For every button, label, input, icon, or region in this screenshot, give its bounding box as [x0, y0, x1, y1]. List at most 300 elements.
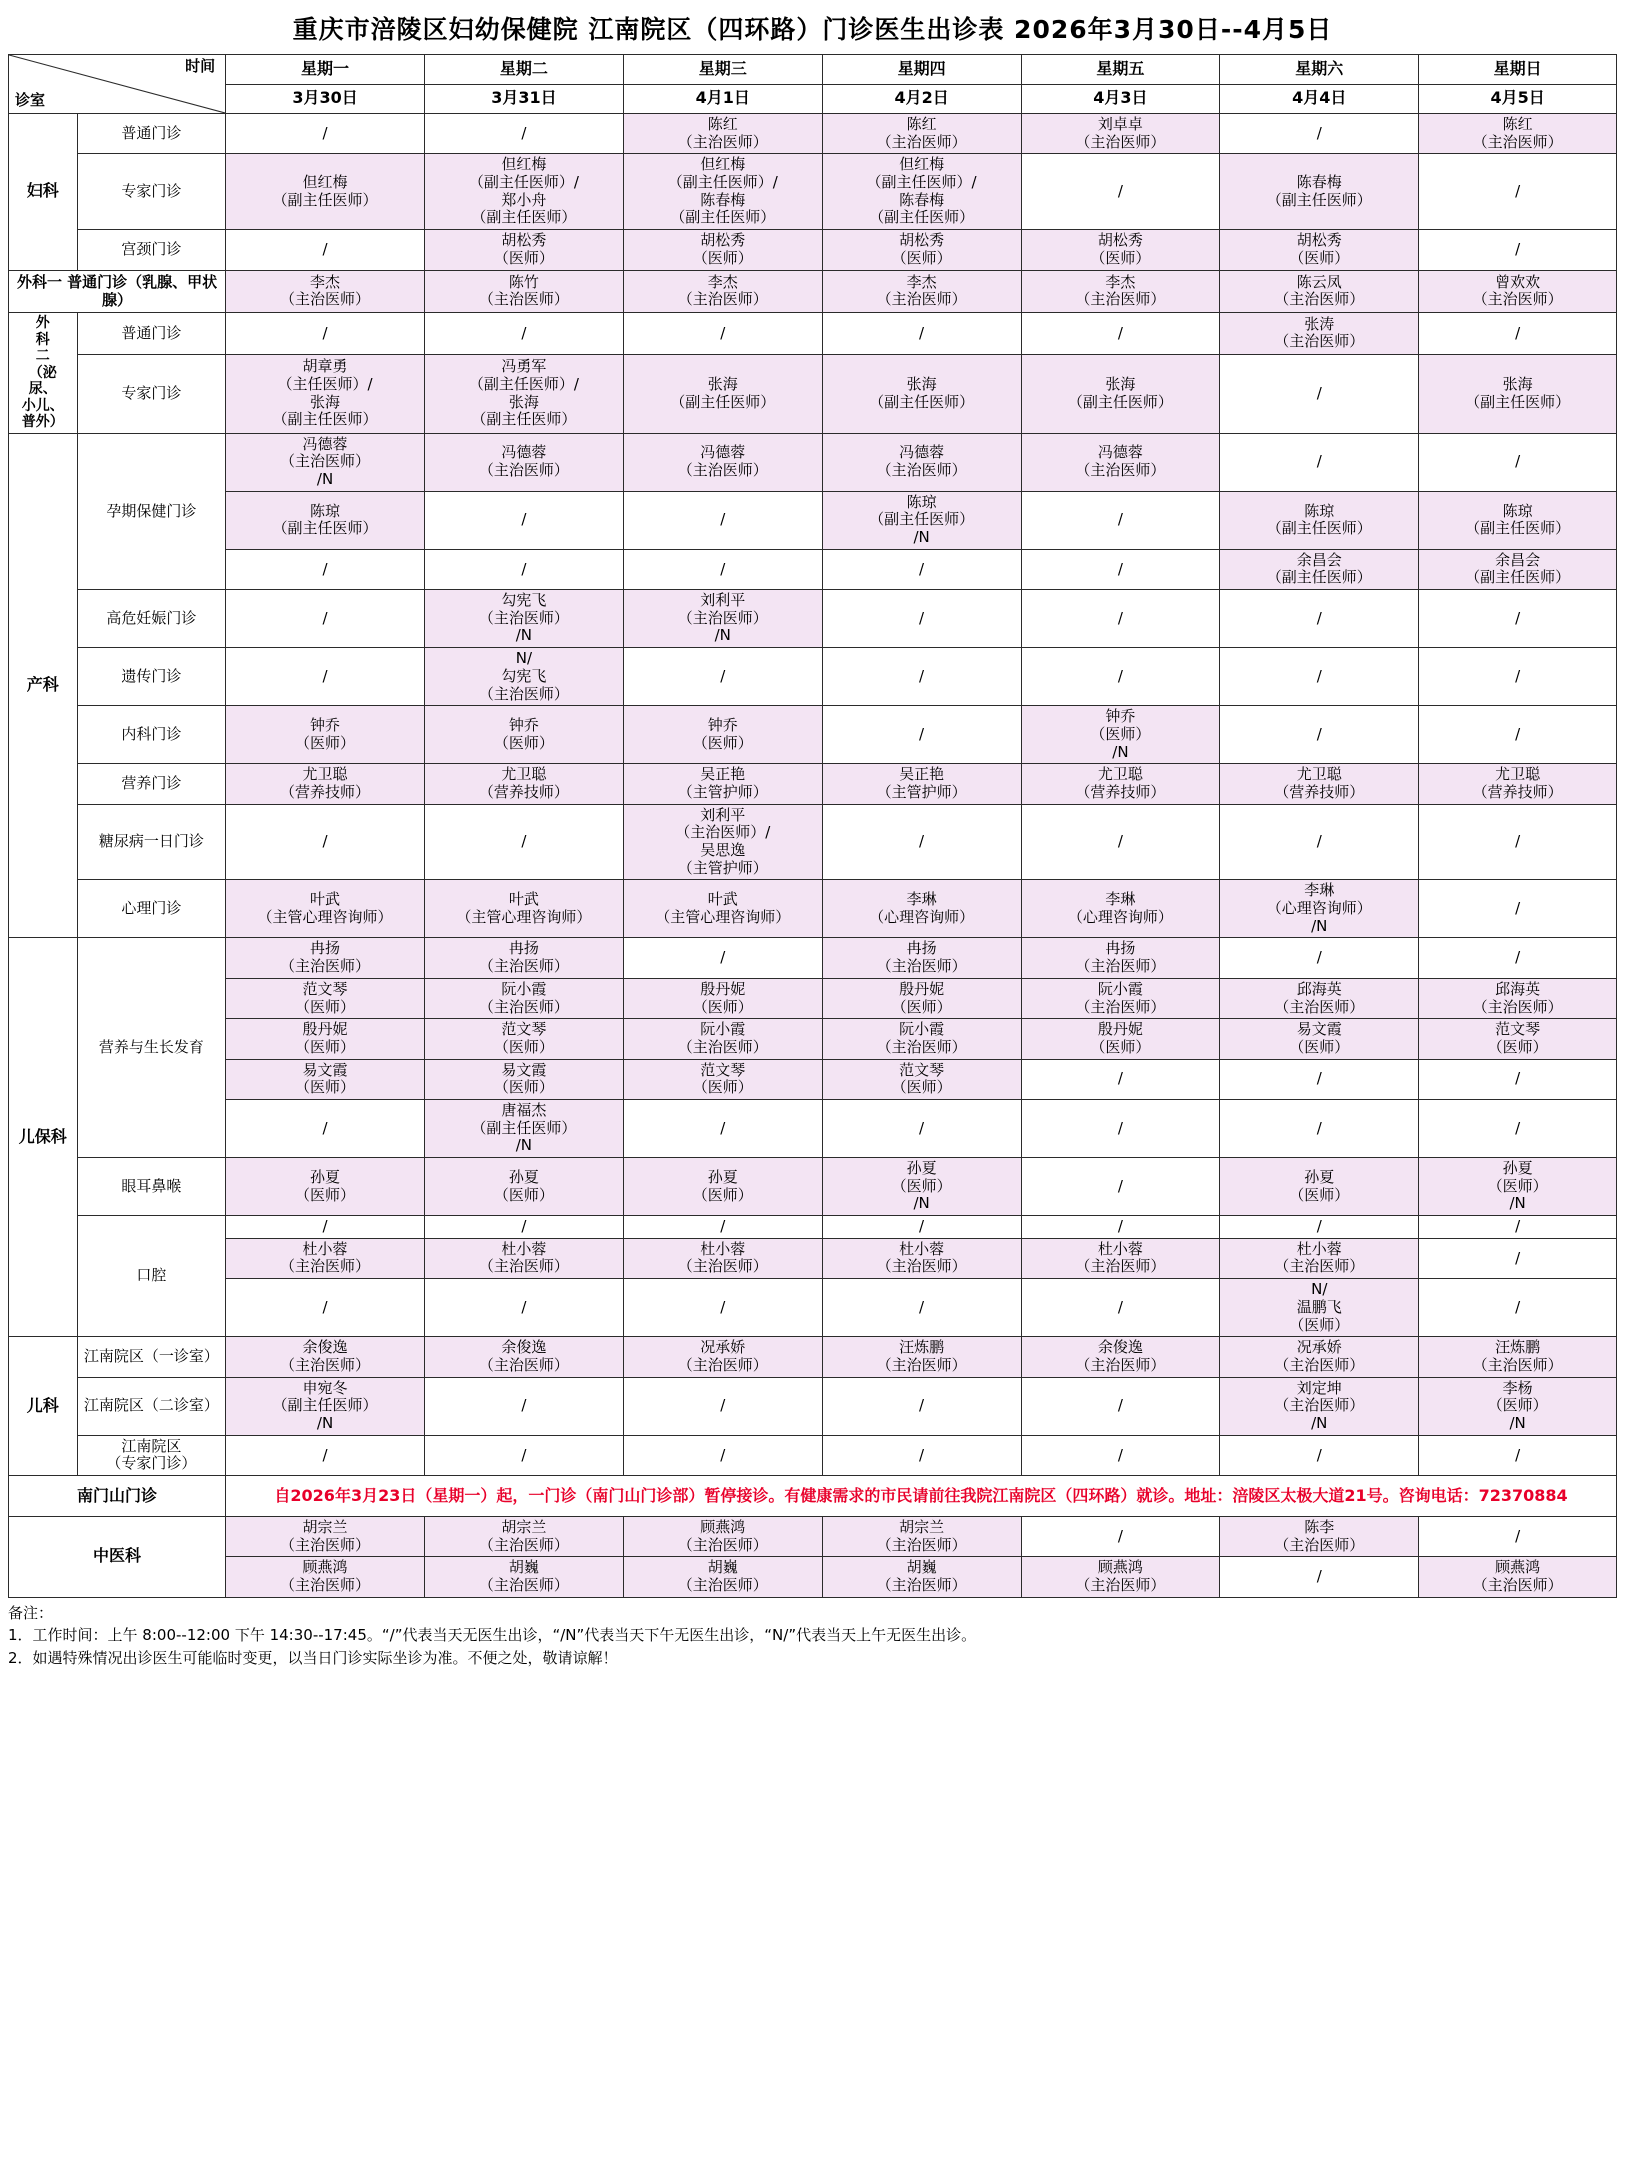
- schedule-cell-line: 张海: [508, 392, 539, 411]
- schedule-cell: [623, 1158, 822, 1216]
- schedule-cell-line: /: [720, 1297, 726, 1316]
- schedule-cell-line: （主治医师）: [876, 1576, 967, 1595]
- schedule-cell-line: /: [1316, 1069, 1322, 1088]
- table-row: [9, 433, 1617, 491]
- schedule-cell-line: （主治医师）: [280, 957, 371, 976]
- schedule-cell-line: 吴正艳: [700, 765, 746, 784]
- schedule-cell-line: （主治医师）: [1075, 997, 1166, 1016]
- schedule-cell: [822, 706, 1021, 764]
- schedule-cell-line: 汪炼鹏: [1495, 1338, 1541, 1357]
- schedule-cell-line: （副主任医师）: [471, 208, 577, 227]
- schedule-cell-line: （副主任医师）: [670, 392, 776, 411]
- schedule-cell: [226, 1099, 425, 1157]
- schedule-cell: [226, 764, 425, 804]
- schedule-cell: [1419, 938, 1617, 978]
- schedule-cell: [822, 491, 1021, 549]
- schedule-cell: [1220, 1279, 1419, 1337]
- schedule-cell: [1419, 1158, 1617, 1216]
- schedule-cell-line: 陈春梅: [899, 190, 945, 209]
- schedule-cell-line: 陈春梅: [1296, 173, 1342, 192]
- schedule-cell-line: 范文琴: [501, 1020, 547, 1039]
- schedule-cell: [226, 114, 425, 154]
- schedule-cell-line: （医师）: [493, 1078, 554, 1097]
- schedule-cell-line: （主管心理咨询师）: [456, 907, 592, 926]
- schedule-cell-line: /: [1316, 832, 1322, 851]
- schedule-cell-line: /: [1515, 1217, 1521, 1236]
- schedule-cell: [1419, 1216, 1617, 1239]
- schedule-cell: [1021, 1435, 1220, 1475]
- schedule-cell: [623, 114, 822, 154]
- schedule-cell-line: 张海: [1105, 375, 1136, 394]
- table-header-row-dates: [9, 84, 1617, 114]
- schedule-cell: [1419, 804, 1617, 880]
- schedule-cell: [424, 270, 623, 313]
- schedule-cell-line: 胡巍: [906, 1558, 937, 1577]
- schedule-cell-line: （医师）: [1289, 1185, 1350, 1204]
- schedule-cell: [822, 764, 1021, 804]
- schedule-cell-line: /: [1316, 452, 1322, 471]
- schedule-cell-line: /: [322, 1118, 328, 1137]
- schedule-cell: [1220, 804, 1419, 880]
- schedule-cell-line: 殷丹妮: [700, 979, 746, 998]
- schedule-cell: [1419, 764, 1617, 804]
- schedule-cell-line: 胡章勇: [302, 357, 348, 376]
- schedule-cell-line: /: [1117, 1069, 1123, 1088]
- schedule-cell: [1220, 491, 1419, 549]
- row-label: 专家门诊: [77, 154, 226, 230]
- schedule-cell-line: 胡松秀: [899, 231, 945, 250]
- schedule-cell-line: /: [1515, 1248, 1521, 1267]
- schedule-cell-line: （副主任医师）/: [468, 173, 579, 192]
- schedule-cell-line: （主治医师）: [280, 1355, 371, 1374]
- schedule-cell: [226, 354, 425, 433]
- schedule-cell: [424, 114, 623, 154]
- schedule-cell: [623, 154, 822, 230]
- schedule-cell-line: /N: [1509, 1194, 1526, 1213]
- schedule-cell-line: （心理咨询师）: [1067, 907, 1173, 926]
- schedule-cell-line: 但红梅: [700, 155, 746, 174]
- day-header: 星期三: [623, 55, 822, 85]
- schedule-cell-line: （副主任医师）: [272, 519, 378, 538]
- schedule-cell-line: 阮小霞: [700, 1020, 746, 1039]
- schedule-cell-line: （营养技师）: [478, 782, 569, 801]
- schedule-cell-line: （主治医师）: [1472, 1576, 1563, 1595]
- schedule-cell: [1419, 590, 1617, 648]
- schedule-cell: [1021, 1158, 1220, 1216]
- schedule-cell: [623, 230, 822, 270]
- schedule-cell: [1220, 549, 1419, 589]
- schedule-cell-line: /: [322, 1297, 328, 1316]
- schedule-cell: [623, 1238, 822, 1278]
- schedule-cell: [623, 433, 822, 491]
- schedule-cell: [1419, 491, 1617, 549]
- schedule-cell-line: （副主任医师）: [869, 510, 975, 529]
- schedule-cell-line: 唐福杰: [501, 1100, 547, 1119]
- schedule-cell-line: 阮小霞: [1097, 979, 1143, 998]
- schedule-cell-line: 范文琴: [700, 1060, 746, 1079]
- schedule-cell-line: 余昌会: [1296, 550, 1342, 569]
- schedule-cell-line: 殷丹妮: [899, 979, 945, 998]
- schedule-cell: [226, 648, 425, 706]
- schedule-cell-line: （营养技师）: [1075, 782, 1166, 801]
- schedule-cell-line: /: [1117, 1118, 1123, 1137]
- schedule-cell-line: 陈琼: [906, 492, 937, 511]
- schedule-cell-line: /N: [913, 528, 930, 547]
- schedule-cell-line: （副主任医师）: [471, 1118, 577, 1137]
- schedule-cell-line: /: [919, 1297, 925, 1316]
- schedule-cell-line: 胡宗兰: [899, 1518, 945, 1537]
- schedule-cell-line: （主治医师）: [677, 608, 768, 627]
- schedule-cell-line: /: [720, 666, 726, 685]
- schedule-cell-line: 冯德蓉: [501, 443, 547, 462]
- table-row: [9, 1099, 1617, 1157]
- schedule-cell: [1021, 648, 1220, 706]
- schedule-cell-line: 范文琴: [899, 1060, 945, 1079]
- notice-row: [9, 1476, 1617, 1517]
- notice-text: [226, 1476, 1617, 1517]
- schedule-cell: [1220, 354, 1419, 433]
- schedule-cell-line: 吴思逸: [700, 841, 746, 860]
- section-label: 南门山门诊: [9, 1476, 226, 1517]
- schedule-cell-line: /: [521, 1396, 527, 1415]
- schedule-cell-line: （主治医师）: [478, 1257, 569, 1276]
- table-row: [9, 114, 1617, 154]
- schedule-cell: [1419, 1019, 1617, 1059]
- schedule-cell-line: （主治医师）: [1075, 1257, 1166, 1276]
- schedule-cell-line: 叶武: [310, 890, 341, 909]
- schedule-cell-line: /: [720, 1217, 726, 1236]
- schedule-cell: [1021, 880, 1220, 938]
- schedule-cell: [1021, 1517, 1220, 1557]
- schedule-cell-line: 杜小蓉: [899, 1239, 945, 1258]
- footer-line-2: 2．如遇特殊情况出诊医生可能临时变更，以当日门诊实际坐诊为准。不便之处，敬请谅解！: [8, 1648, 618, 1667]
- schedule-cell-line: （副主任医师）: [1266, 190, 1372, 209]
- schedule-cell-line: 李杰: [906, 272, 937, 291]
- schedule-cell-line: 勾宪飞: [501, 666, 547, 685]
- schedule-cell-line: （副主任医师）: [272, 190, 378, 209]
- schedule-cell: [1419, 1238, 1617, 1278]
- schedule-cell: [1220, 1377, 1419, 1435]
- table-row: [9, 1557, 1617, 1597]
- schedule-cell: [1021, 154, 1220, 230]
- date-header: 4月5日: [1419, 84, 1617, 114]
- schedule-cell-line: 殷丹妮: [1097, 1020, 1143, 1039]
- notice-line-1: 自2026年3月23日（星期一）起，一门诊（南门山门诊部）暂停接诊。: [274, 1486, 785, 1506]
- schedule-cell: [822, 313, 1021, 355]
- schedule-cell: [424, 313, 623, 355]
- schedule-cell: [822, 1099, 1021, 1157]
- schedule-cell-line: /: [919, 608, 925, 627]
- schedule-cell: [1220, 1337, 1419, 1377]
- table-row: [9, 1216, 1617, 1239]
- date-header: 4月1日: [623, 84, 822, 114]
- schedule-cell: [1220, 313, 1419, 355]
- schedule-cell-line: 孙夏: [1304, 1167, 1335, 1186]
- schedule-cell-line: 余俊逸: [302, 1338, 348, 1357]
- schedule-cell-line: （医师）: [1487, 1037, 1548, 1056]
- schedule-cell: [623, 1557, 822, 1597]
- schedule-cell-line: 李杰: [707, 272, 738, 291]
- table-row: [9, 230, 1617, 270]
- date-header: 3月30日: [226, 84, 425, 114]
- schedule-cell: [1419, 1059, 1617, 1099]
- schedule-cell-line: /N: [714, 626, 731, 645]
- schedule-cell-line: （医师）: [891, 1176, 952, 1195]
- schedule-cell: [623, 1377, 822, 1435]
- schedule-cell-line: 李琳: [1304, 881, 1335, 900]
- schedule-cell-line: （主治医师）: [876, 1535, 967, 1554]
- schedule-cell: [1220, 433, 1419, 491]
- schedule-cell: [822, 114, 1021, 154]
- table-row: [9, 1279, 1617, 1337]
- section-label: 妇科: [9, 114, 78, 271]
- schedule-cell: [226, 804, 425, 880]
- date-header: 3月31日: [424, 84, 623, 114]
- schedule-cell-line: （主治医师）: [876, 461, 967, 480]
- schedule-cell: [1220, 978, 1419, 1018]
- schedule-cell-line: 吴正艳: [899, 765, 945, 784]
- schedule-cell-line: （主治医师）: [677, 461, 768, 480]
- schedule-cell-line: （医师）: [295, 1185, 356, 1204]
- schedule-cell-line: /: [919, 1396, 925, 1415]
- schedule-cell-line: 杜小蓉: [302, 1239, 348, 1258]
- schedule-cell: [1419, 1279, 1617, 1337]
- schedule-cell-line: /: [1316, 123, 1322, 142]
- schedule-cell-line: /: [720, 1445, 726, 1464]
- schedule-cell-line: 尤卫聪: [501, 765, 547, 784]
- schedule-cell: [1220, 1019, 1419, 1059]
- table-row: [9, 354, 1617, 433]
- schedule-cell-line: 汪炼鹏: [899, 1338, 945, 1357]
- schedule-cell-line: （医师）: [295, 1037, 356, 1056]
- table-row: [9, 270, 1617, 313]
- schedule-cell: [1419, 433, 1617, 491]
- schedule-cell-line: （主治医师）: [1075, 132, 1166, 151]
- schedule-cell: [226, 1158, 425, 1216]
- schedule-cell: [1220, 1158, 1419, 1216]
- footer-line-1: 1．工作时间：上午 8:00--12:00 下午 14:30--17:45。“/”代表当天无医生出诊，“/N”代表当天下午无医生出诊，“N/”代表当天上午无医生出诊。: [8, 1626, 977, 1645]
- schedule-cell-line: /: [1117, 181, 1123, 200]
- schedule-cell: [623, 764, 822, 804]
- schedule-cell-line: 况承娇: [1296, 1338, 1342, 1357]
- schedule-cell: [822, 154, 1021, 230]
- schedule-cell-line: 顾燕鸿: [700, 1518, 746, 1537]
- schedule-cell-line: 李杨: [1502, 1378, 1533, 1397]
- schedule-cell: [623, 491, 822, 549]
- schedule-cell: [1419, 880, 1617, 938]
- schedule-cell-line: （医师）: [692, 733, 753, 752]
- day-header: 星期四: [822, 55, 1021, 85]
- schedule-cell: [1021, 313, 1220, 355]
- schedule-cell-line: /: [322, 608, 328, 627]
- schedule-cell-line: 郑小舟: [501, 190, 547, 209]
- schedule-cell: [623, 1216, 822, 1239]
- schedule-cell-line: 钟乔: [310, 716, 341, 735]
- schedule-cell-line: 陈琼: [1502, 501, 1533, 520]
- schedule-cell-line: /: [1117, 1445, 1123, 1464]
- schedule-cell: [1021, 764, 1220, 804]
- schedule-cell: [822, 804, 1021, 880]
- schedule-cell-line: 胡松秀: [700, 231, 746, 250]
- schedule-cell-line: 尤卫聪: [302, 765, 348, 784]
- schedule-cell-line: 冯德蓉: [700, 443, 746, 462]
- schedule-cell: [1220, 938, 1419, 978]
- schedule-cell: [1419, 978, 1617, 1018]
- date-header: 4月3日: [1021, 84, 1220, 114]
- schedule-cell-line: N/: [515, 649, 533, 668]
- schedule-cell: [1021, 433, 1220, 491]
- schedule-cell: [1021, 1238, 1220, 1278]
- schedule-cell-line: 顾燕鸿: [1495, 1558, 1541, 1577]
- schedule-cell-line: /: [720, 948, 726, 967]
- table-row: [9, 938, 1617, 978]
- schedule-cell-line: 李琳: [906, 890, 937, 909]
- schedule-cell-line: /N: [1311, 916, 1328, 935]
- schedule-cell-line: （医师）: [692, 1185, 753, 1204]
- table-row: [9, 1059, 1617, 1099]
- schedule-cell: [226, 1435, 425, 1475]
- schedule-cell-line: 叶武: [707, 890, 738, 909]
- schedule-cell-line: 范文琴: [1495, 1020, 1541, 1039]
- section-label: 儿保科: [9, 938, 78, 1337]
- row-label: 专家门诊: [77, 354, 226, 433]
- schedule-cell: [1021, 354, 1220, 433]
- schedule-cell: [226, 491, 425, 549]
- schedule-cell-line: /: [1316, 383, 1322, 402]
- schedule-cell-line: 尤卫聪: [1495, 765, 1541, 784]
- schedule-cell-line: （主治医师）: [677, 1257, 768, 1276]
- table-row: [9, 1435, 1617, 1475]
- schedule-cell-line: 胡宗兰: [302, 1518, 348, 1537]
- schedule-cell-line: （主治医师）: [1075, 1576, 1166, 1595]
- schedule-cell-line: /: [720, 1118, 726, 1137]
- schedule-cell-line: （主治医师）: [478, 290, 569, 309]
- schedule-cell-line: 温鹏飞: [1296, 1297, 1342, 1316]
- table-row: [9, 154, 1617, 230]
- schedule-cell-line: /: [322, 1217, 328, 1236]
- schedule-cell-line: 陈春梅: [700, 190, 746, 209]
- schedule-cell-line: 冉扬: [906, 939, 937, 958]
- day-header: 星期五: [1021, 55, 1220, 85]
- schedule-cell-line: /: [1117, 608, 1123, 627]
- schedule-cell-line: 杜小蓉: [1296, 1239, 1342, 1258]
- schedule-cell-line: /: [1515, 608, 1521, 627]
- schedule-cell: [1419, 706, 1617, 764]
- schedule-cell-line: /: [720, 1396, 726, 1415]
- schedule-cell: [822, 1377, 1021, 1435]
- schedule-cell-line: /: [919, 559, 925, 578]
- schedule-cell-line: （主治医师）: [1472, 290, 1563, 309]
- footer-notes: [8, 1598, 1617, 1670]
- schedule-cell-line: （主治医师）: [1472, 132, 1563, 151]
- schedule-cell-line: 杜小蓉: [1097, 1239, 1143, 1258]
- schedule-cell-line: /: [1515, 1069, 1521, 1088]
- schedule-cell: [1220, 270, 1419, 313]
- schedule-cell: [1021, 491, 1220, 549]
- schedule-cell-line: 勾宪飞: [501, 591, 547, 610]
- schedule-cell-line: /: [1515, 1526, 1521, 1545]
- schedule-cell-line: （主治医师）: [280, 1576, 371, 1595]
- schedule-cell: [822, 1238, 1021, 1278]
- schedule-cell: [1220, 1059, 1419, 1099]
- schedule-cell: [623, 313, 822, 355]
- schedule-cell: [1419, 549, 1617, 589]
- schedule-table: [8, 54, 1617, 1598]
- schedule-cell-line: （主治医师）: [478, 957, 569, 976]
- schedule-cell-line: /: [521, 1445, 527, 1464]
- schedule-cell: [424, 1059, 623, 1099]
- schedule-cell-line: （副主任医师）: [1266, 568, 1372, 587]
- row-label: 高危妊娠门诊: [77, 590, 226, 648]
- schedule-cell: [1419, 1435, 1617, 1475]
- schedule-cell-line: /: [1515, 899, 1521, 918]
- schedule-cell-line: /N: [1509, 1413, 1526, 1432]
- schedule-cell: [1021, 1557, 1220, 1597]
- schedule-cell-line: （副主任医师）: [1067, 392, 1173, 411]
- schedule-cell-line: /: [322, 666, 328, 685]
- corner-time-label: 时间: [185, 57, 216, 75]
- schedule-cell: [226, 433, 425, 491]
- schedule-cell-line: 冯勇军: [501, 357, 547, 376]
- schedule-cell: [822, 354, 1021, 433]
- schedule-cell-line: （主治医师）: [876, 132, 967, 151]
- schedule-cell: [1220, 154, 1419, 230]
- schedule-cell-line: /: [1316, 1217, 1322, 1236]
- schedule-cell-line: （主管心理咨询师）: [655, 907, 791, 926]
- schedule-cell-line: （主治医师）: [677, 290, 768, 309]
- corner-header: [9, 55, 226, 114]
- schedule-cell-line: 余俊逸: [501, 1338, 547, 1357]
- schedule-cell: [1220, 1435, 1419, 1475]
- schedule-cell: [1220, 1216, 1419, 1239]
- schedule-cell-line: （主治医师）: [1274, 1535, 1365, 1554]
- schedule-cell-line: （主治医师）: [280, 1535, 371, 1554]
- schedule-cell: [623, 1279, 822, 1337]
- schedule-cell-line: 孙夏: [1502, 1159, 1533, 1178]
- schedule-cell-line: 范文琴: [302, 979, 348, 998]
- schedule-cell-line: 殷丹妮: [302, 1020, 348, 1039]
- row-label: 宫颈门诊: [77, 230, 226, 270]
- schedule-cell-line: /: [1515, 724, 1521, 743]
- schedule-cell-line: （主治医师）: [1075, 1355, 1166, 1374]
- schedule-cell-line: /: [1515, 948, 1521, 967]
- schedule-cell-line: 尤卫聪: [1296, 765, 1342, 784]
- schedule-cell-line: 陈红: [707, 115, 738, 133]
- schedule-cell: [226, 1517, 425, 1557]
- schedule-cell-line: （主治医师）: [280, 1257, 371, 1276]
- schedule-cell-line: 李琳: [1105, 890, 1136, 909]
- schedule-cell-line: 陈红: [1502, 115, 1533, 133]
- schedule-cell: [1419, 1517, 1617, 1557]
- schedule-cell-line: 张海: [707, 375, 738, 394]
- schedule-cell-line: 冯德蓉: [1097, 443, 1143, 462]
- schedule-cell-line: /: [322, 239, 328, 258]
- schedule-cell-line: 陈李: [1304, 1518, 1335, 1537]
- schedule-cell: [424, 230, 623, 270]
- schedule-cell: [822, 230, 1021, 270]
- schedule-cell-line: /: [521, 1217, 527, 1236]
- schedule-cell: [1419, 1377, 1617, 1435]
- schedule-cell: [226, 230, 425, 270]
- schedule-cell-line: 胡宗兰: [501, 1518, 547, 1537]
- schedule-cell: [1021, 270, 1220, 313]
- schedule-cell: [1419, 313, 1617, 355]
- schedule-cell-line: （医师）: [891, 248, 952, 267]
- schedule-cell-line: /: [322, 123, 328, 142]
- schedule-cell: [226, 1337, 425, 1377]
- schedule-cell: [822, 549, 1021, 589]
- schedule-cell-line: /: [720, 559, 726, 578]
